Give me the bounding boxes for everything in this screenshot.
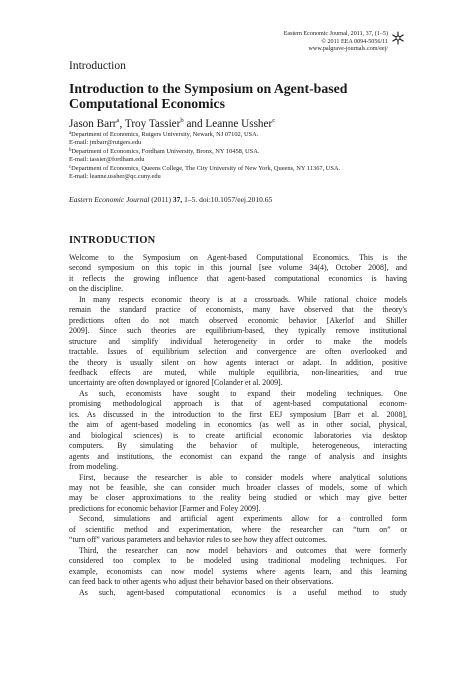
body-paragraph	[69, 588, 407, 598]
body-paragraph	[69, 295, 407, 389]
section-heading: INTRODUCTION	[69, 235, 156, 246]
text-line: 2009]. Since such theories are equilibrium-based, they typically remove institutional	[69, 326, 407, 336]
text-line: Welcome to the Symposium on Agent-based Computational Economics. This is the	[69, 253, 407, 262]
author-affiliation-mark: a	[116, 117, 120, 124]
text-line: ics. As discussed in the introduction to the first EEJ symposium [Barr et al. 2008],	[69, 409, 407, 419]
author-name: Jason Barr	[69, 118, 117, 130]
affiliation-department	[69, 164, 409, 173]
copyright-line: © 2011 EEA 0094-5056/11	[321, 38, 388, 45]
affiliation-text: Department of Economics, Queens College, The City University of New York, Queens, NY 11367, USA.	[71, 165, 341, 173]
journal-citation-line: Eastern Economic Journal, 2011, 37, (1–5)	[283, 31, 388, 37]
text-line: on the discipline.	[69, 284, 124, 294]
article-title	[69, 81, 409, 111]
citation-pages-doi: 1–5. doi:10.1057/eej.2010.65	[184, 195, 273, 204]
affiliation-list	[69, 130, 409, 182]
article-citation	[69, 195, 272, 204]
body-paragraph	[69, 546, 407, 588]
affiliation-mark: b	[69, 148, 72, 154]
body-paragraph	[69, 473, 407, 515]
text-line: uncertainty are often downplayed or ignored [Colander et al. 2009].	[69, 378, 283, 388]
text-line: the aim of agent-based modeling in economics (as well as in other social, physical,	[69, 420, 407, 430]
affiliation-email: E-mail: tassier@fordham.edu	[69, 156, 145, 164]
text-line: can feed back to other agents who adjust their behavior based on their observations.	[69, 577, 334, 587]
citation-journal-name: Eastern Economic Journal	[69, 195, 150, 204]
text-line: agents and institutions, the economist can expand the range of analysis and insights	[69, 451, 407, 461]
body-paragraph	[69, 253, 407, 295]
author-affiliation-mark: c	[272, 117, 276, 124]
text-line: In many respects economic theory is at a crossroads. While rational choice models	[79, 294, 407, 304]
text-line: First, because the researcher is able to consider models where analytical solutions	[79, 472, 407, 482]
journal-url-line: www.palgrave-journals.com/eej/	[308, 46, 388, 53]
body-paragraph	[69, 389, 407, 473]
text-line: second symposium on this topic in this journal [see volume 34(4), October 2008], and	[69, 263, 407, 273]
citation-year: (2011)	[151, 195, 171, 204]
text-line: As such, economists have sought to expand their modeling techniques. One	[79, 388, 407, 398]
text-line: promising methodological approach is that of agent-based computational econom-	[69, 399, 407, 409]
text-line: example, economists can now model systems where agents learn, and this learning	[69, 566, 407, 576]
author-list	[69, 117, 275, 130]
text-line: may not be feasible, she can consider much broader classes of models, some of which	[69, 482, 407, 492]
text-line: the theory is usually silent on how agents interact or adapt. In addition, positive	[69, 357, 407, 367]
text-line: and biological sciences) is to create artificial economic laboratories via desktop	[69, 430, 407, 440]
text-line: predictions often do not match observed economic behavior [Akerlof and Shiller	[69, 315, 407, 325]
article-title-line: Introduction to the Symposium on Agent-based	[69, 81, 348, 96]
section-label: Introduction	[69, 60, 126, 72]
text-line: predictions for economic behavior [Farmer and Foley 2009].	[69, 503, 261, 513]
text-line: from modeling.	[69, 462, 119, 472]
affiliation-email: E-mail: jmbarr@rutgers.edu	[69, 139, 142, 147]
palgrave-star-logo-icon	[391, 31, 405, 45]
author-affiliation-mark: b	[180, 117, 184, 124]
article-title-line: Computational Economics	[69, 96, 225, 111]
affiliation-email: E-mail: leanne.ussher@qc.cuny.edu	[69, 173, 161, 181]
text-line: structure and simplify individual heterogeneity in order to make the models	[69, 336, 407, 346]
text-line: considered too complex to be modeled using traditional modeling techniques. For	[69, 556, 407, 566]
text-line: may be closer approximations to the reality being studied or which may give better	[69, 493, 407, 503]
text-line: feedback effects are muted, while multiple equilibria, non-linearities, and true	[69, 367, 407, 377]
affiliation-text: Department of Economics, Rutgers University, Newark, NJ 07102, USA.	[71, 131, 259, 138]
author-name: Troy Tassier	[124, 118, 181, 130]
text-line: computers. By simulating the behavior of multiple, heterogeneous, interacting	[69, 441, 407, 451]
text-line: “turn off” various parameters and behavior rules to see how they affect outcomes.	[69, 535, 328, 545]
text-line: tractable. Issues of equilibrium selection and convergence are often overlooked and	[69, 347, 407, 357]
citation-volume: 37,	[172, 195, 183, 204]
body-text	[69, 253, 407, 598]
affiliation-department	[69, 147, 409, 156]
author-name: Leanne Ussher	[205, 118, 273, 130]
affiliation-text: Department of Economics, Fordham University, Bronx, NY 10458, USA.	[71, 148, 260, 156]
author-separator: and	[183, 118, 206, 130]
affiliation-mark: c	[69, 165, 72, 171]
affiliation-mark: a	[69, 131, 72, 136]
author-separator: ,	[119, 118, 125, 130]
text-line: remain the standard practice of economists, many have observed that the theory's	[69, 305, 407, 315]
text-line: Second, simulations and artificial agent experiments allow for a controlled form	[79, 514, 407, 524]
journal-header	[188, 31, 388, 54]
body-paragraph	[69, 514, 407, 545]
text-line: it reflects the growing influence that agent-based computational economics is having	[69, 273, 407, 283]
text-line: Third, the researcher can now model behaviors and outcomes that were formerly	[79, 545, 407, 555]
text-line: As such, agent-based computational economics is a useful method to study	[79, 587, 407, 597]
affiliation-department	[69, 130, 409, 139]
text-line: of scientific method and experimentation, where the researcher can “turn on” or	[69, 524, 407, 534]
